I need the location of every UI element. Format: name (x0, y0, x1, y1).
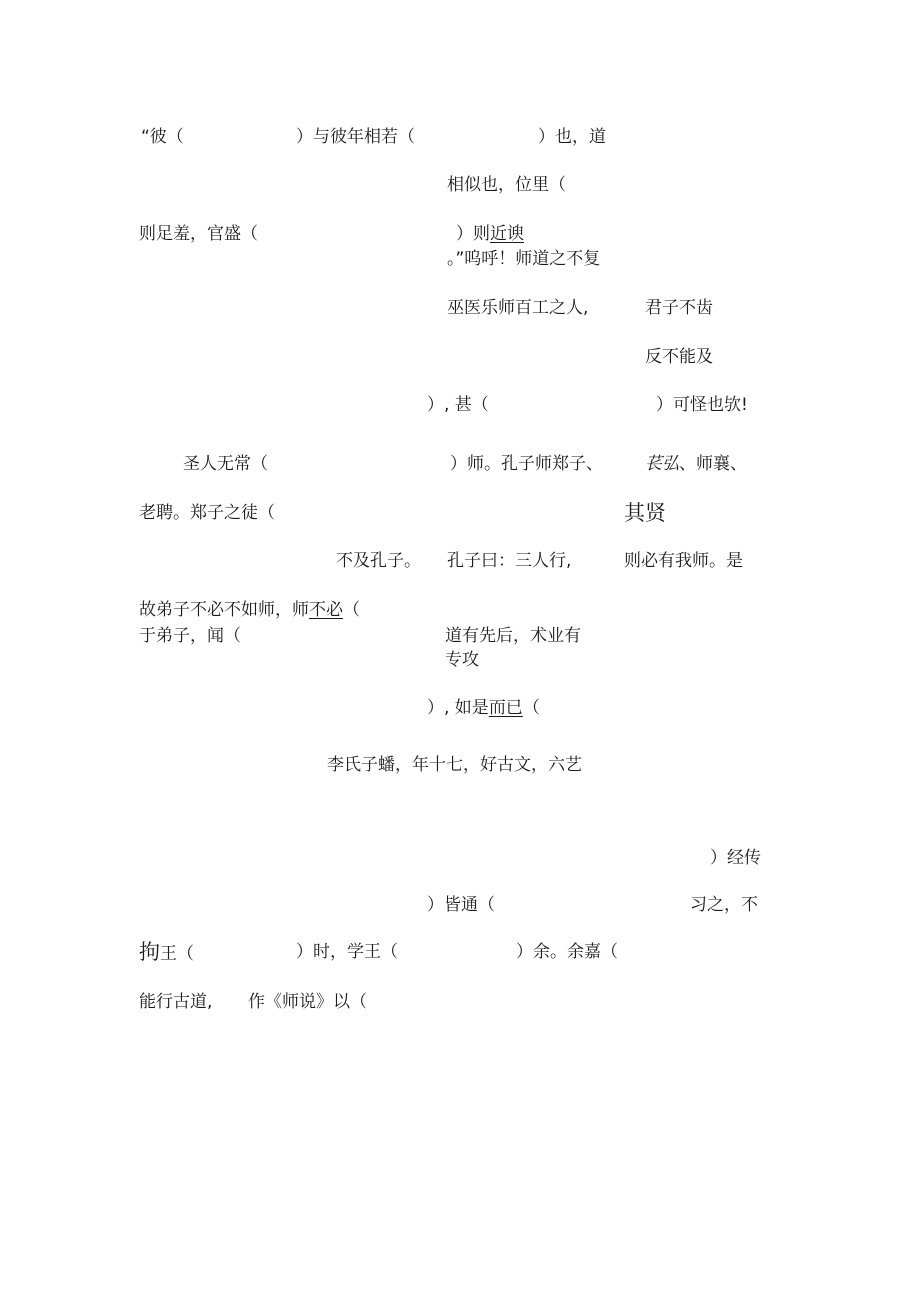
underlined-word: 不必 (309, 600, 343, 620)
text-line (427, 697, 540, 719)
text-line: 相似也，位里（ (447, 175, 566, 195)
text-segment: （ (522, 698, 540, 718)
text-line (139, 599, 360, 621)
text-line: ）, 甚（ (427, 395, 489, 415)
text-segment: （ (343, 600, 360, 620)
underlined-word: 近谀 (490, 224, 524, 244)
text-line: 李氏子蟠，年十七，好古文，六艺 (327, 755, 582, 775)
text-segment: 故弟子不必不如师，师 (139, 600, 309, 620)
underlined-word: 而已 (488, 698, 523, 718)
text-line: ）皆通（ (427, 895, 495, 915)
text-line: 不及孔子。 (336, 551, 421, 571)
text-line: ）时，学王（ (296, 942, 398, 962)
text-line: 则足羞，官盛（ (139, 224, 258, 244)
text-line: 老聘。郑子之徒（ (139, 503, 275, 523)
text-line: 。”呜呼！师道之不复 (447, 249, 601, 269)
text-line: 作《师说》以（ (248, 992, 367, 1012)
text-line: 君子不齿 (645, 298, 713, 318)
text-line: “彼（ (141, 127, 184, 147)
text-line: 反不能及 (645, 347, 713, 367)
text-line (139, 941, 194, 965)
text-line: 专攻 (445, 650, 479, 670)
text-line: 则必有我师。是 (624, 551, 743, 571)
text-line (456, 223, 524, 245)
text-line: 巫医乐师百工之人, (447, 298, 589, 318)
italic-name: 苌弘 (645, 454, 679, 474)
text-segment: 王（ (160, 944, 194, 964)
text-line: 于弟子，闻（ (139, 626, 241, 646)
text-line: 圣人无常（ (183, 454, 268, 474)
text-segment: 拘 (139, 940, 160, 964)
text-line: 道有先后，术业有 (445, 626, 581, 646)
text-segment: ）, 如是 (427, 698, 489, 718)
text-segment: ）则 (456, 224, 490, 244)
text-line: ）也，道 (538, 127, 606, 147)
text-line (645, 453, 747, 475)
text-line: ）可怪也欤! (656, 395, 748, 415)
text-line: 孔子曰：三人行, (447, 551, 572, 571)
text-line: ）与彼年相若（ (296, 127, 415, 147)
text-line: 其贤 (624, 501, 666, 525)
text-line: ）师。孔子师郑子、 (450, 454, 603, 474)
text-line: ）经传 (710, 848, 761, 868)
text-line: ）余。余嘉（ (516, 942, 618, 962)
text-line: 能行古道, (139, 992, 213, 1012)
text-segment: 、师襄、 (679, 454, 747, 474)
text-line: 习之，不 (690, 895, 758, 915)
